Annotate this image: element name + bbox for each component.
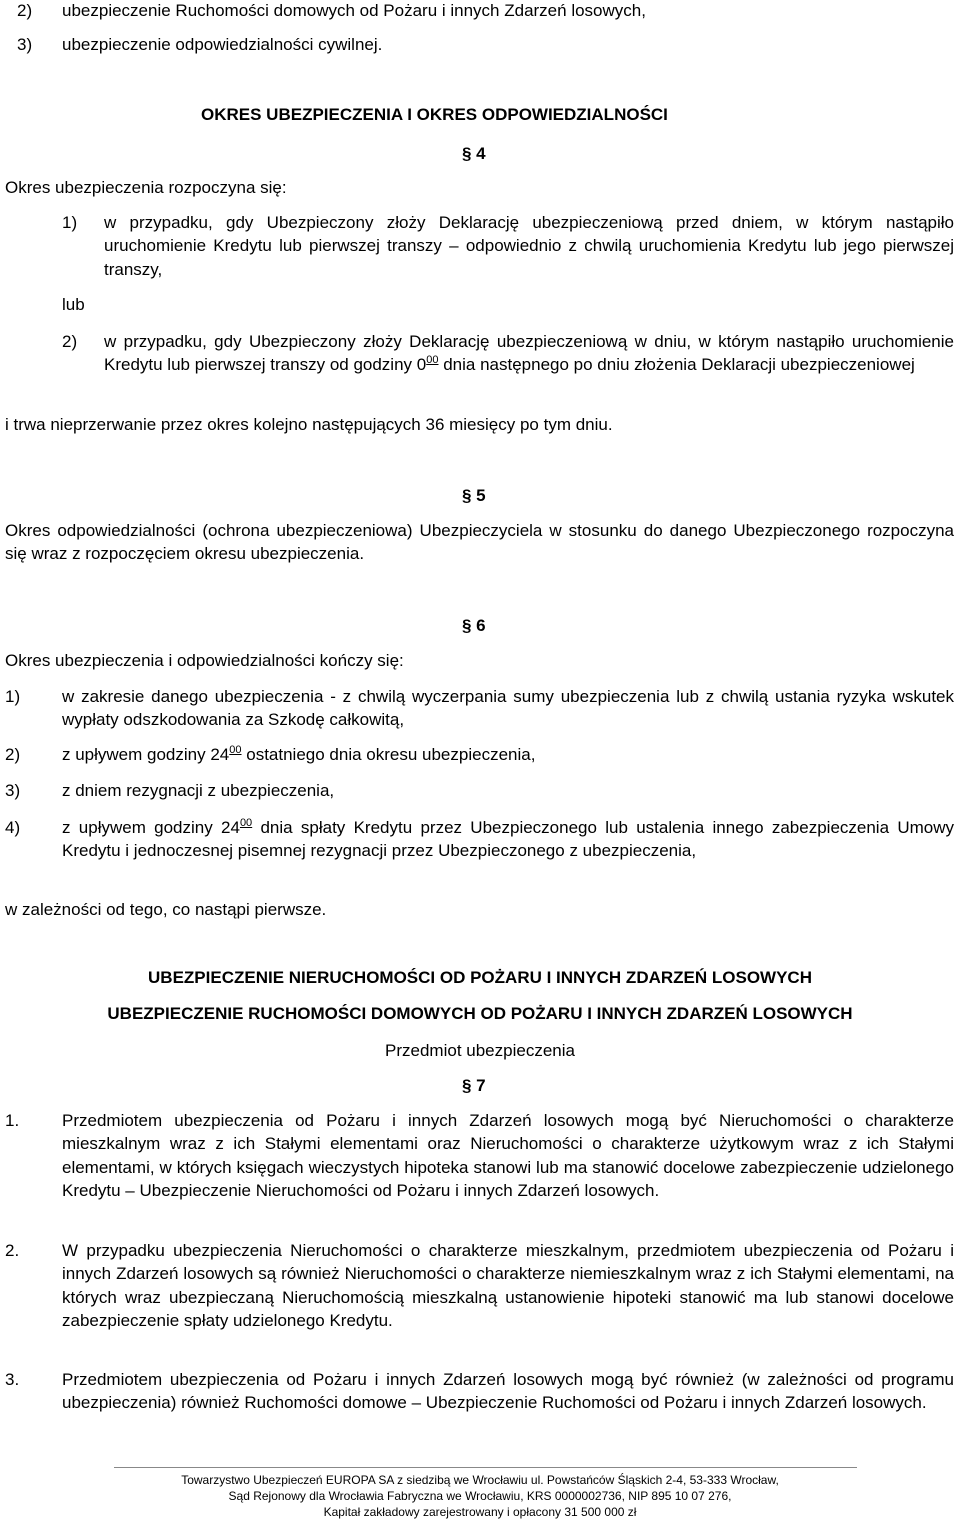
list-item-text: ubezpieczenie Ruchomości domowych od Pożaru i innych Zdarzeń losowych,	[62, 1, 646, 20]
list-number: 2)	[17, 1, 33, 20]
connector-text: lub	[62, 295, 85, 314]
paragraph-intro: Okres ubezpieczenia rozpoczyna się:	[5, 178, 287, 197]
list-item-text: z upływem godziny $24^{00}$ dnia spłaty Kredytu przez Ubezpieczonego lub ustalenia innego zabezpieczenia Umowy Kredytu i jednoczesnej pisemnej rezygnacji przez Ubezpieczonego z ubezpieczenia,	[62, 817, 954, 861]
footer-divider	[114, 1467, 857, 1468]
list-item-text: w przypadku, gdy Ubezpieczony złoży Deklarację ubezpieczeniową w dniu, w którym nastąpiło uruchomienie Kredytu lub pierwszej transzy od godziny $0^{00}$ dnia następnego po dniu złożenia Deklaracji ubezpieczeniowej	[104, 332, 954, 375]
list-item-text: W przypadku ubezpieczenia Nieruchomości o charakterze mieszkalnym, przedmiotem ubezpieczenia od Pożaru i innych Zdarzeń losowych są również Nieruchomości o charakterze niemieszkalnym wraz z ich Stałymi elementami, na których wraz ubezpieczaną Nieruchomością mieszkalną ustanowienie hipoteki stanowić ma lub stanowi docelowe zabezpieczenie spłaty udzielonego Kredytu.	[62, 1241, 954, 1331]
paragraph-symbol: § 4	[462, 144, 486, 163]
paragraph-symbol: § 5	[462, 486, 486, 505]
list-item-text: Przedmiotem ubezpieczenia od Pożaru i innych Zdarzeń losowych mogą być Nieruchomości o charakterze mieszkalnym wraz z ich Stałymi elementami oraz Nieruchomości o charakterze użytkowym wraz z ich Stałymi elementami, w których księgach wieczystych hipoteka stanowi lub ma stanowić docelowe zabezpieczenie udzielonego Kredytu – Ubezpieczenie Nieruchomości od Pożaru i innych Zdarzeń losowych.	[62, 1111, 954, 1201]
list-number: 1)	[5, 687, 21, 706]
list-item-text: w zakresie danego ubezpieczenia - z chwilą wyczerpania sumy ubezpieczenia lub z chwilą ustania ryzyka wskutek wypłaty odszkodowania za Szkodę całkowitą,	[62, 687, 954, 730]
paragraph-outro: w zależności od tego, co nastąpi pierwsze.	[5, 900, 327, 919]
list-number: 3)	[17, 35, 33, 54]
list-number: 3)	[5, 781, 21, 800]
paragraph-outro: i trwa nieprzerwanie przez okres kolejno następujących 36 miesięcy po tym dniu.	[5, 415, 613, 434]
list-number: 1.	[5, 1111, 20, 1130]
list-item-text: z dniem rezygnacji z ubezpieczenia,	[62, 781, 335, 800]
paragraph-symbol: § 6	[462, 616, 486, 635]
section-title: OKRES UBEZPIECZENIA I OKRES ODPOWIEDZIALNOŚCI	[201, 105, 668, 124]
superscript: 00	[229, 744, 242, 756]
list-item-text: z upływem godziny $24^{00}$ ostatniego dnia okresu ubezpieczenia,	[62, 744, 536, 764]
list-item-text: Przedmiotem ubezpieczenia od Pożaru i innych Zdarzeń losowych mogą być również (w zależności od programu ubezpieczenia) również Ruchomości domowe – Ubezpieczenie Ruchomości od Pożaru i innych Zdarzeń losowych.	[62, 1370, 954, 1413]
footer-line: Towarzystwo Ubezpieczeń EUROPA SA z siedzibą we Wrocławiu ul. Powstańców Śląskich 2-4, 53-333 Wrocław,	[181, 1473, 779, 1487]
subheading: Przedmiot ubezpieczenia	[385, 1041, 575, 1060]
footer-line: Kapitał zakładowy zarejestrowany i opłacony 31 500 000 zł	[323, 1505, 637, 1519]
list-number: 2)	[62, 332, 78, 351]
list-item-text: ubezpieczenie odpowiedzialności cywilnej.	[62, 35, 383, 54]
superscript: 00	[239, 817, 253, 829]
list-number: 3.	[5, 1370, 20, 1389]
paragraph-text: Okres odpowiedzialności (ochrona ubezpieczeniowa) Ubezpieczyciela w stosunku do danego Ubezpieczonego rozpoczyna się wraz z rozpoczęciem okresu ubezpieczenia.	[5, 521, 954, 564]
section-heading: UBEZPIECZENIE RUCHOMOŚCI DOMOWYCH OD POŻARU I INNYCH ZDARZEŃ LOSOWYCH	[107, 1004, 853, 1023]
list-number: 2.	[5, 1241, 20, 1260]
section-heading: UBEZPIECZENIE NIERUCHOMOŚCI OD POŻARU I INNYCH ZDARZEŃ LOSOWYCH	[148, 968, 812, 987]
list-number: 2)	[5, 745, 21, 764]
superscript: 00	[426, 354, 439, 367]
footer-line: Sąd Rejonowy dla Wrocławia Fabryczna we Wrocławiu, KRS 0000002736, NIP 895 10 07 276,	[228, 1489, 732, 1503]
list-number: 4)	[5, 818, 21, 837]
paragraph-symbol: § 7	[462, 1076, 486, 1095]
paragraph-intro: Okres ubezpieczenia i odpowiedzialności kończy się:	[5, 651, 404, 670]
list-item-text: w przypadku, gdy Ubezpieczony złoży Deklarację ubezpieczeniową przed dniem, w którym nastąpiło uruchomienie Kredytu lub pierwszej transzy – odpowiednio z chwilą uruchomienia Kredytu lub jego pierwszej transzy,	[104, 213, 954, 279]
list-number: 1)	[62, 213, 78, 232]
